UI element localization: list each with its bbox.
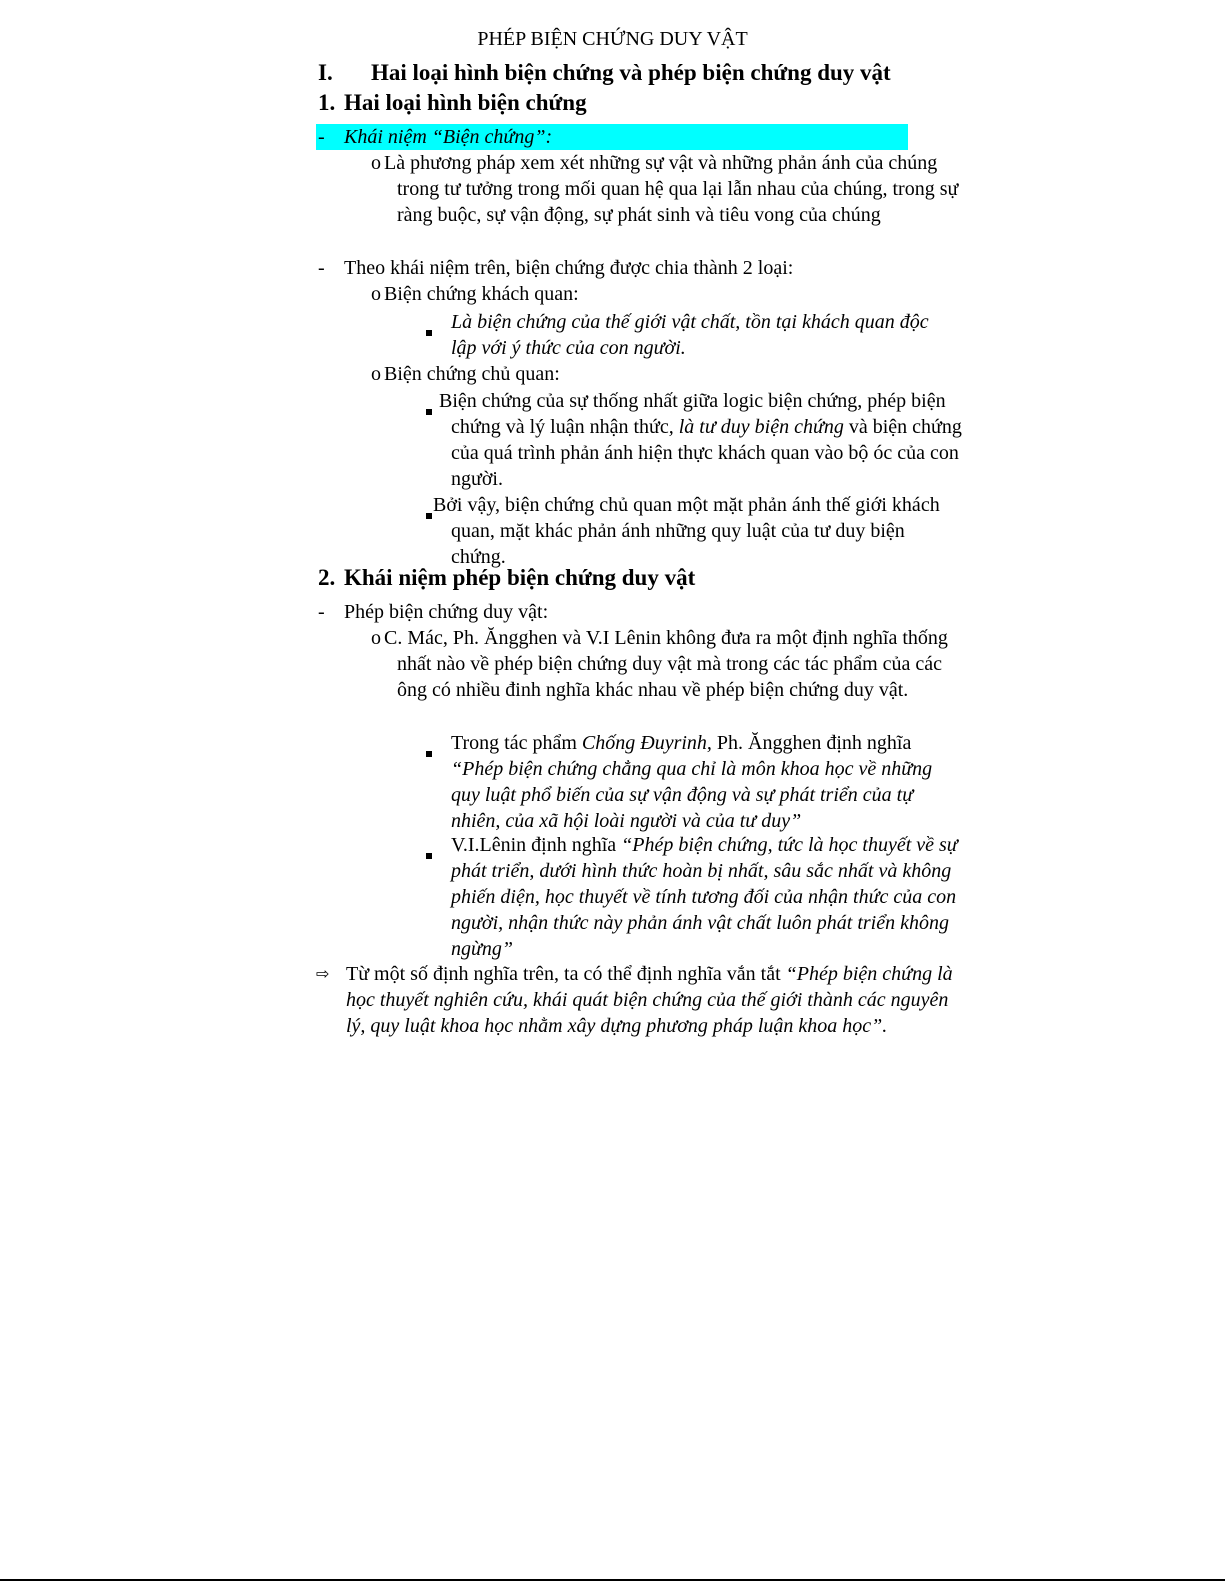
subjective-dialectics-label: Biện chứng chủ quan: (384, 363, 560, 385)
classics-definition-text: C. Mác, Ph. Ăngghen và V.I Lênin không đưa ra một định nghĩa thống nhất nào về phép biện chứng duy vật mà trong các tác phẩm của các ông có nhiều đinh nghĩa khác nhau về phép biện chứng duy vật. (384, 627, 948, 701)
subheading-1 (318, 88, 978, 118)
materialist-dialectics-label: Phép biện chứng duy vật: (344, 601, 549, 623)
classification-bullet (318, 255, 978, 281)
highlighted-bullet (316, 124, 908, 150)
engels-definition-item (424, 730, 964, 834)
objective-dialectics-text: Là biện chứng của thế giới vật chất, tồn tại khách quan độc lập với ý thức của con người. (451, 311, 929, 359)
subheading-2 (318, 563, 978, 593)
dash-marker: - (318, 257, 325, 279)
lenin-definition-item (424, 832, 964, 962)
conclusion-text: Từ một số định nghĩa trên, ta có thể định nghĩa vắn tắt “Phép biện chứng là học thuyết nghiên cứu, khái quát biện chứng của thế giới thành các nguyên lý, quy luật khoa học nhằm xây dựng phương pháp luận khoa học”. (346, 963, 953, 1037)
lenin-definition-text: V.I.Lênin định nghĩa “Phép biện chứng, tức là học thuyết về sự phát triển, dưới hình thức hoàn bị nhất, sâu sắc nhất và không phiến diện, học thuyết về tính tương đối của nhận thức của con người, nhận thức này phản ánh vật chất luôn phát triển không ngừng” (451, 834, 958, 960)
square-bullet-icon (426, 740, 432, 766)
objective-dialectics-label: Biện chứng khách quan: (384, 283, 579, 305)
subheading-number: 2. (318, 565, 336, 590)
section-number: I. (318, 60, 333, 85)
subheading-title: Khái niệm phép biện chứng duy vật (344, 565, 696, 590)
section-title: Hai loại hình biện chứng và phép biện chứng duy vật (371, 60, 891, 85)
square-bullet-icon (426, 502, 432, 528)
square-bullet-icon (426, 842, 432, 868)
square-bullet-icon (426, 398, 432, 424)
circle-marker: o (371, 283, 381, 305)
section-heading-1 (318, 58, 978, 88)
circle-marker: o (371, 152, 381, 174)
subjective-dialectics-detail-2 (424, 492, 964, 570)
document-title: PHÉP BIỆN CHỨNG DUY VẬT (477, 28, 748, 50)
materialist-dialectics-bullet (318, 599, 978, 625)
concept-label: Khái niệm “Biện chứng”: (344, 126, 553, 148)
subjective-dialectics-text-2: Bởi vậy, biện chứng chủ quan một mặt phản ánh thế giới khách quan, mặt khác phản ánh những quy luật của tư duy biện chứng. (433, 494, 940, 568)
classics-definition-item (371, 625, 971, 703)
subheading-title: Hai loại hình biện chứng (344, 90, 587, 115)
conclusion-paragraph (316, 961, 964, 1039)
engels-definition-text: Trong tác phẩm Chống Đuyrinh, Ph. Ăngghen định nghĩa “Phép biện chứng chẳng qua chỉ là môn khoa học về những quy luật phổ biến của sự vận động và sự phát triển của tự nhiên, của xã hội loài người và của tư duy” (451, 732, 933, 832)
dash-marker: - (318, 126, 325, 148)
circle-marker: o (371, 627, 381, 649)
objective-dialectics-detail (424, 309, 959, 361)
subjective-dialectics-item (371, 361, 971, 387)
subjective-dialectics-text-1: Biện chứng của sự thống nhất giữa logic biện chứng, phép biện chứng và lý luận nhận thức, là tư duy biện chứng và biện chứng của quá trình phản ánh hiện thực khách quan vào bộ óc của con người. (439, 390, 962, 490)
subheading-number: 1. (318, 90, 336, 115)
classification-text: Theo khái niệm trên, biện chứng được chia thành 2 loại: (344, 257, 794, 279)
definition-item (371, 150, 971, 228)
definition-text: Là phương pháp xem xét những sự vật và những phản ánh của chúng trong tư tưởng trong mối quan hệ qua lại lẫn nhau của chúng, trong sự ràng buộc, sự vận động, sự phát sinh và tiêu vong của chúng (384, 152, 959, 226)
objective-dialectics-item (371, 281, 971, 307)
right-arrow-icon: ⇨ (316, 964, 330, 983)
dash-marker: - (318, 601, 325, 623)
page-bottom-rule (0, 1579, 1225, 1581)
circle-marker: o (371, 363, 381, 385)
subjective-dialectics-detail-1 (424, 388, 964, 492)
square-bullet-icon (426, 319, 432, 345)
